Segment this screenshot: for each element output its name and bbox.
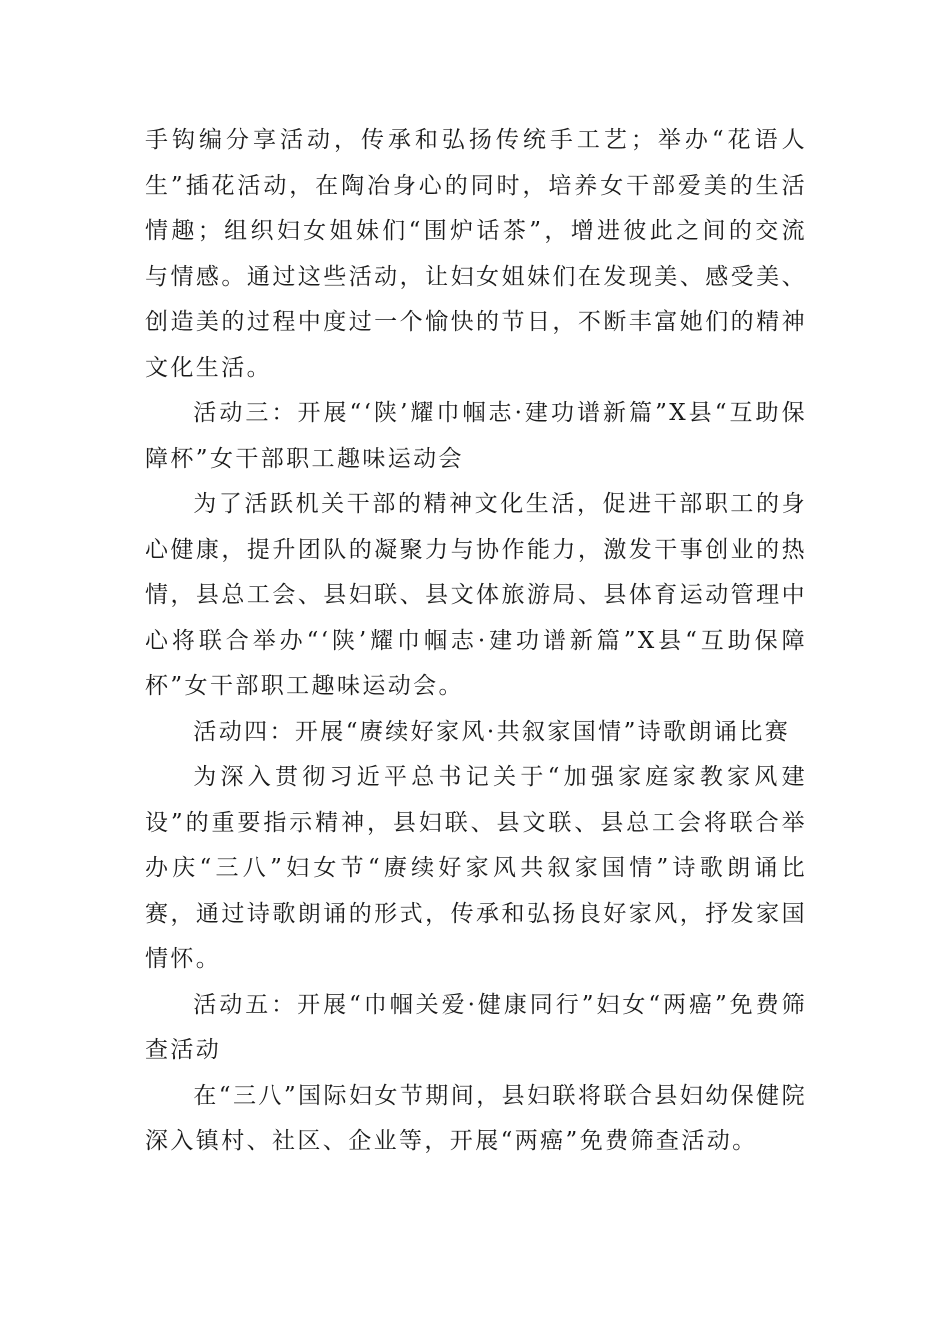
- heading-activity-five: 活动五：开展“巾帼关爱·健康同行”妇女“两癌”免费筛查活动: [145, 991, 807, 1063]
- paragraph-activity-two-continued: 手钩编分享活动，传承和弘扬传统手工艺；举办“花语人生”插花活动，在陶冶身心的同时，培养女干部爱美的生活情趣；组织妇女姐妹们“围炉话茶”，增进彼此之间的交流与情感。通过这些活动，让妇女姐妹们在发现美、感受美、创造美的过程中度过一个愉快的节日，不断丰富她们的精神文化生活。: [145, 127, 807, 381]
- paragraph-activity-five: 在“三八”国际妇女节期间，县妇联将联合县妇幼保健院深入镇村、社区、企业等，开展“两癌”免费筛查活动。: [145, 1082, 807, 1154]
- heading-activity-three: 活动三：开展“‘陕’耀巾帼志·建功谱新篇”X县“互助保障杯”女干部职工趣味运动会: [145, 400, 807, 472]
- document-body: [145, 118, 807, 1165]
- paragraph-activity-three: 为了活跃机关干部的精神文化生活，促进干部职工的身心健康，提升团队的凝聚力与协作能力，激发干事创业的热情，县总工会、县妇联、县文体旅游局、县体育运动管理中心将联合举办“‘陕’耀巾帼志·建功谱新篇”X县“互助保障杯”女干部职工趣味运动会。: [145, 491, 807, 699]
- paragraph-activity-four: 为深入贯彻习近平总书记关于“加强家庭家教家风建设”的重要指示精神，县妇联、县文联、县总工会将联合举办庆“三八”妇女节“赓续好家风共叙家国情”诗歌朗诵比赛，通过诗歌朗诵的形式，传承和弘扬良好家风，抒发家国情怀。: [145, 764, 807, 972]
- heading-activity-four: 活动四：开展“赓续好家风·共叙家国情”诗歌朗诵比赛: [193, 718, 791, 745]
